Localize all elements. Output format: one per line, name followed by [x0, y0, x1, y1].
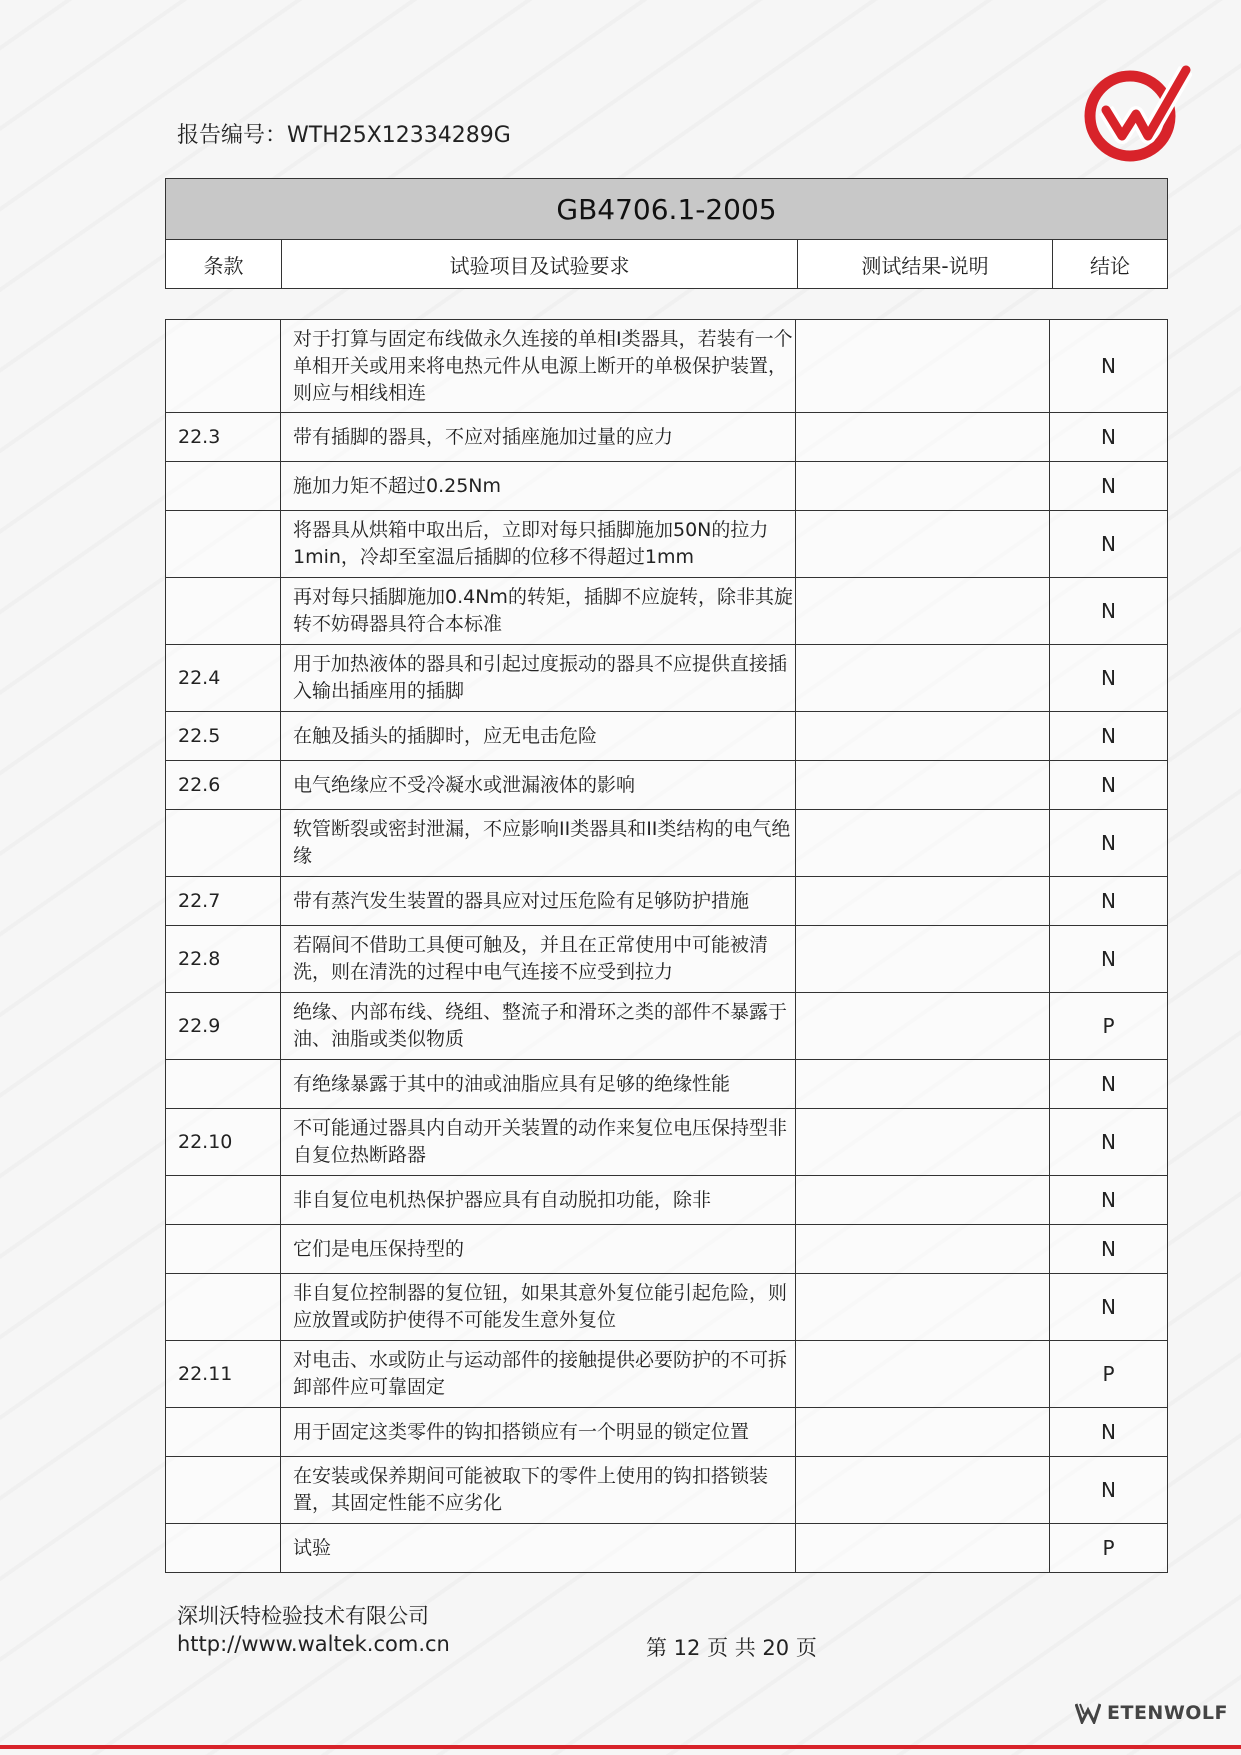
- clause-cell: [166, 462, 281, 510]
- page-indicator: 第 12 页 共 20 页: [646, 1636, 817, 1660]
- table-row: [166, 578, 1167, 645]
- requirement-cell: 用于固定这类零件的钩扣搭锁应有一个明显的锁定位置: [281, 1408, 796, 1456]
- requirement-cell: 它们是电压保持型的: [281, 1225, 796, 1273]
- verdict-cell: N: [1101, 1072, 1116, 1096]
- clause-cell: [166, 511, 281, 577]
- result-cell: [796, 1176, 1050, 1224]
- report-number: 报告编号：WTH25X12334289G: [177, 123, 511, 148]
- result-cell: [796, 413, 1050, 461]
- requirement-cell: 在安装或保养期间可能被取下的零件上使用的钩扣搭锁装置，其固定性能不应劣化: [281, 1457, 796, 1523]
- verdict-cell: N: [1101, 1295, 1116, 1319]
- clause-cell: 22.10: [166, 1109, 281, 1175]
- table-row: [166, 645, 1167, 712]
- requirement-cell: 将器具从烘箱中取出后，立即对每只插脚施加50N的拉力1min，冷却至室温后插脚的位移不得超过1mm: [281, 511, 796, 577]
- verdict-cell: N: [1101, 947, 1116, 971]
- verdict-cell: N: [1101, 474, 1116, 498]
- table-row: [166, 993, 1167, 1060]
- result-cell: [796, 993, 1050, 1059]
- clause-cell: [166, 1524, 281, 1572]
- column-header-clause: 条款: [166, 240, 282, 288]
- brand-text: ETENWOLF: [1107, 1702, 1229, 1724]
- requirement-cell: 施加力矩不超过0.25Nm: [281, 462, 796, 510]
- result-cell: [796, 578, 1050, 644]
- clause-cell: 22.3: [166, 413, 281, 461]
- requirement-cell: 电气绝缘应不受冷凝水或泄漏液体的影响: [281, 761, 796, 809]
- requirement-cell: 有绝缘暴露于其中的油或油脂应具有足够的绝缘性能: [281, 1060, 796, 1108]
- verdict-cell: N: [1101, 425, 1116, 449]
- table-row: [166, 1225, 1167, 1274]
- clause-cell: [166, 1225, 281, 1273]
- table-row: [166, 511, 1167, 578]
- result-cell: [796, 761, 1050, 809]
- verdict-cell: P: [1102, 1362, 1115, 1386]
- verdict-cell: N: [1101, 773, 1116, 797]
- footer-company: 深圳沃特检验技术有限公司: [177, 1604, 429, 1628]
- verdict-cell: N: [1101, 1420, 1116, 1444]
- table-row: [166, 1109, 1167, 1176]
- clause-cell: 22.4: [166, 645, 281, 711]
- result-cell: [796, 1457, 1050, 1523]
- verdict-cell: N: [1101, 1237, 1116, 1261]
- result-cell: [796, 926, 1050, 992]
- clause-cell: 22.11: [166, 1341, 281, 1407]
- verdict-cell: N: [1101, 1188, 1116, 1212]
- verdict-cell: N: [1101, 1478, 1116, 1502]
- column-header-requirement: 试验项目及试验要求: [282, 240, 798, 288]
- requirement-cell: 试验: [281, 1524, 796, 1572]
- verdict-cell: P: [1102, 1014, 1115, 1038]
- requirement-cell: 非自复位电机热保护器应具有自动脱扣功能，除非: [281, 1176, 796, 1224]
- requirement-cell: 软管断裂或密封泄漏，不应影响II类器具和II类结构的电气绝缘: [281, 810, 796, 876]
- table-row: [166, 926, 1167, 993]
- brand-mark: [1075, 1702, 1228, 1724]
- requirement-cell: 再对每只插脚施加0.4Nm的转矩，插脚不应旋转，除非其旋转不妨碍器具符合本标准: [281, 578, 796, 644]
- result-cell: [796, 320, 1050, 412]
- result-cell: [796, 810, 1050, 876]
- table-row: [166, 877, 1167, 926]
- requirement-cell: 对电击、水或防止与运动部件的接触提供必要防护的不可拆卸部件应可靠固定: [281, 1341, 796, 1407]
- clause-cell: [166, 1274, 281, 1340]
- result-cell: [796, 462, 1050, 510]
- requirement-cell: 用于加热液体的器具和引起过度振动的器具不应提供直接插入输出插座用的插脚: [281, 645, 796, 711]
- table-row: [166, 1457, 1167, 1524]
- result-cell: [796, 1408, 1050, 1456]
- verdict-cell: N: [1101, 666, 1116, 690]
- requirement-cell: 非自复位控制器的复位钮，如果其意外复位能引起危险，则应放置或防护使得不可能发生意外复位: [281, 1274, 796, 1340]
- table-row: [166, 761, 1167, 810]
- result-cell: [796, 1341, 1050, 1407]
- etenwolf-mark-icon: [1075, 1702, 1101, 1724]
- table-row: [166, 1408, 1167, 1457]
- clause-cell: 22.7: [166, 877, 281, 925]
- requirement-cell: 带有蒸汽发生装置的器具应对过压危险有足够防护措施: [281, 877, 796, 925]
- footer-url[interactable]: http://www.waltek.com.cn: [177, 1632, 450, 1656]
- clause-cell: [166, 810, 281, 876]
- clause-cell: [166, 1176, 281, 1224]
- requirements-table: [165, 319, 1168, 1573]
- table-row: [166, 1341, 1167, 1408]
- table-header: [165, 240, 1168, 289]
- table-row: [166, 462, 1167, 511]
- waltek-check-logo-icon: [1082, 62, 1192, 162]
- verdict-cell: N: [1101, 354, 1116, 378]
- bottom-accent-bar: [0, 1745, 1241, 1749]
- result-cell: [796, 712, 1050, 760]
- result-cell: [796, 511, 1050, 577]
- test-sheet: [165, 178, 1168, 1573]
- verdict-cell: N: [1101, 724, 1116, 748]
- result-cell: [796, 1524, 1050, 1572]
- table-row: [166, 1060, 1167, 1109]
- requirement-cell: 若隔间不借助工具便可触及，并且在正常使用中可能被清洗，则在清洗的过程中电气连接不应受到拉力: [281, 926, 796, 992]
- clause-cell: [166, 1060, 281, 1108]
- verdict-cell: N: [1101, 831, 1116, 855]
- result-cell: [796, 1274, 1050, 1340]
- table-row: [166, 1274, 1167, 1341]
- column-header-verdict: 结论: [1090, 253, 1130, 278]
- column-header-result: 测试结果-说明: [798, 240, 1053, 288]
- table-row: [166, 413, 1167, 462]
- requirement-cell: 绝缘、内部布线、绕组、整流子和滑环之类的部件不暴露于油、油脂或类似物质: [281, 993, 796, 1059]
- verdict-cell: N: [1101, 532, 1116, 556]
- requirement-cell: 对于打算与固定布线做永久连接的单相Ⅰ类器具，若装有一个单相开关或用来将电热元件从电源上断开的单极保护装置，则应与相线相连: [281, 320, 796, 412]
- clause-cell: 22.8: [166, 926, 281, 992]
- standard-title: GB4706.1-2005: [165, 178, 1168, 240]
- clause-cell: [166, 578, 281, 644]
- result-cell: [796, 645, 1050, 711]
- clause-cell: 22.6: [166, 761, 281, 809]
- table-row: [166, 712, 1167, 761]
- requirement-cell: 不可能通过器具内自动开关装置的动作来复位电压保持型非自复位热断路器: [281, 1109, 796, 1175]
- requirement-cell: 带有插脚的器具，不应对插座施加过量的应力: [281, 413, 796, 461]
- table-row: [166, 1524, 1167, 1573]
- table-row: [166, 320, 1167, 413]
- result-cell: [796, 877, 1050, 925]
- requirement-cell: 在触及插头的插脚时，应无电击危险: [281, 712, 796, 760]
- result-cell: [796, 1060, 1050, 1108]
- verdict-cell: N: [1101, 1130, 1116, 1154]
- result-cell: [796, 1109, 1050, 1175]
- table-row: [166, 1176, 1167, 1225]
- clause-cell: [166, 320, 281, 412]
- verdict-cell: P: [1102, 1536, 1115, 1560]
- verdict-cell: N: [1101, 599, 1116, 623]
- result-cell: [796, 1225, 1050, 1273]
- clause-cell: [166, 1457, 281, 1523]
- clause-cell: 22.9: [166, 993, 281, 1059]
- table-row: [166, 810, 1167, 877]
- clause-cell: [166, 1408, 281, 1456]
- clause-cell: 22.5: [166, 712, 281, 760]
- verdict-cell: N: [1101, 889, 1116, 913]
